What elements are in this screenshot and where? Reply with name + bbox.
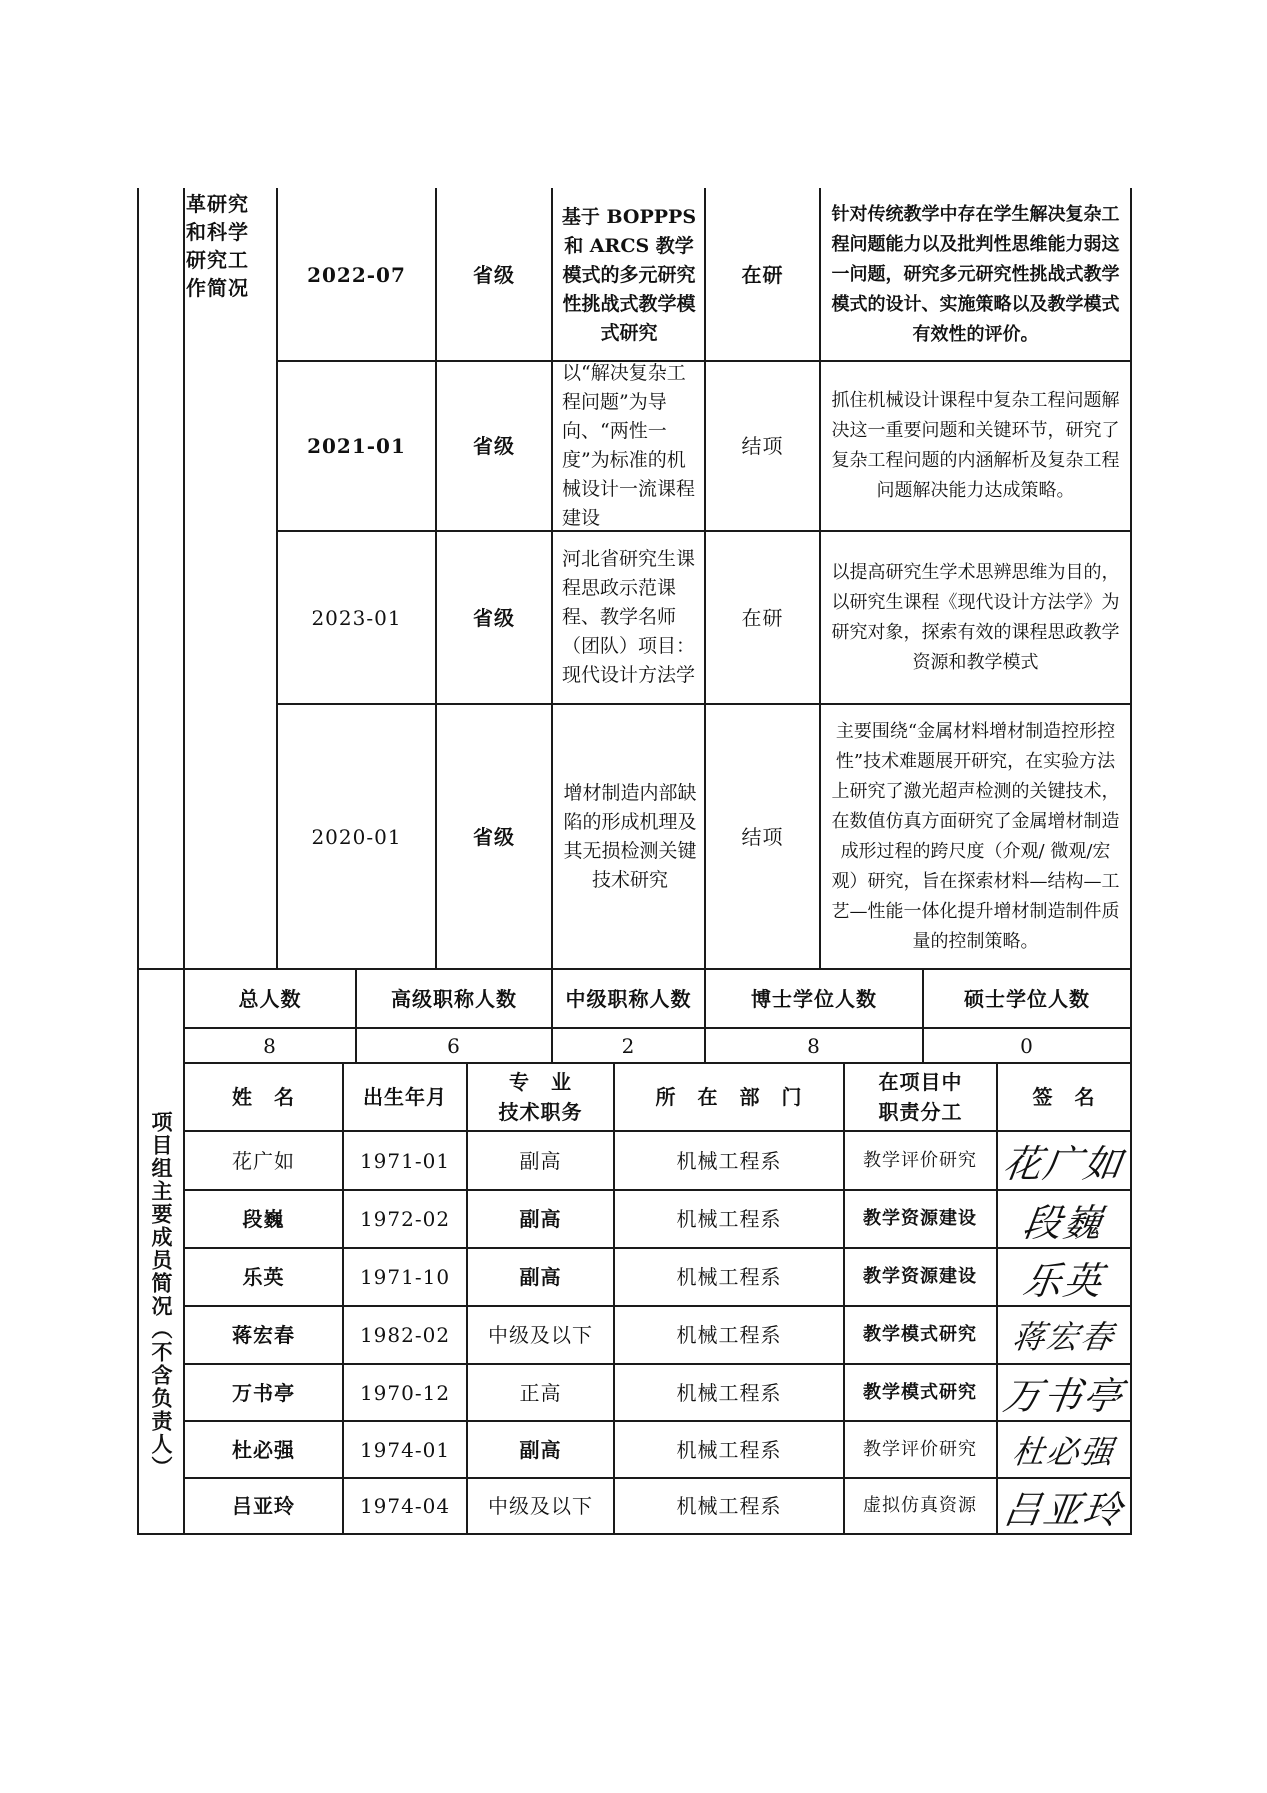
member-title: 正高	[519, 1380, 562, 1405]
member-name: 花广如	[232, 1148, 295, 1173]
member-signature: 吕亚玲	[1000, 1487, 1127, 1532]
member-title: 副高	[519, 1207, 562, 1231]
member-header: 签 名	[1032, 1085, 1096, 1109]
border-line	[819, 188, 821, 970]
summary-value: 8	[807, 1033, 821, 1058]
member-signature: 花广如	[1000, 1142, 1127, 1186]
project-level: 省级	[473, 824, 515, 849]
summary-header: 博士学位人数	[751, 986, 877, 1011]
research-section-label: 革研究和科学研究工作简况	[186, 192, 249, 300]
project-status: 在研	[741, 605, 784, 630]
member-name: 杜必强	[232, 1437, 295, 1462]
summary-value: 8	[263, 1033, 277, 1058]
member-header: 姓 名	[232, 1085, 295, 1109]
project-level: 省级	[473, 263, 515, 287]
project-title: 基于 BOPPPS 和 ARCS 教学模式的多元研究性挑战式教学模式研究	[561, 205, 697, 344]
member-title: 中级及以下	[488, 1494, 593, 1518]
border-line	[183, 188, 185, 970]
summary-value: 6	[447, 1033, 461, 1058]
project-date: 2022-07	[307, 263, 406, 287]
member-duty: 教学资源建设	[863, 1266, 977, 1287]
project-description: 以提高研究生学术思辨思维为目的，以研究生课程《现代设计方法学》为研究对象，探索有效的课程思政教学资源和教学模式	[831, 561, 1120, 673]
project-title: 以“解决复杂工程问题”为导向、“两性一度”为标准的机械设计一流课程建设	[562, 362, 696, 529]
member-name: 蒋宏春	[232, 1323, 295, 1347]
member-dept: 机械工程系	[676, 1265, 782, 1289]
project-description: 针对传统教学中存在学生解决复杂工程问题能力以及批判性思维能力弱这一问题，研究多元研究性挑战式教学模式的设计、实施策略以及教学模式有效性的评价。	[831, 204, 1120, 345]
member-duty: 虚拟仿真资源	[863, 1495, 977, 1516]
border-line	[843, 1062, 845, 1534]
project-title: 增材制造内部缺陷的形成机理及其无损检测关键技术研究	[563, 781, 697, 891]
project-description: 抓住机械设计课程中复杂工程问题解决这一重要问题和关键环节，研究了复杂工程问题的内涵解析及复杂工程问题解决能力达成策略。	[831, 390, 1120, 501]
member-header: 专 业 技术职务	[498, 1070, 583, 1124]
member-dept: 机械工程系	[676, 1323, 782, 1347]
summary-value: 0	[1020, 1033, 1034, 1058]
member-signature: 蒋宏春	[1010, 1318, 1118, 1356]
summary-header: 总人数	[238, 986, 302, 1011]
project-title: 河北省研究生课程思政示范课程、教学名师（团队）项目：现代设计方法学	[562, 548, 696, 686]
member-birth: 1970-12	[359, 1380, 451, 1405]
member-title: 副高	[519, 1148, 562, 1173]
member-birth: 1971-01	[359, 1148, 451, 1173]
summary-value: 2	[621, 1033, 636, 1058]
project-status: 结项	[741, 824, 784, 849]
project-level: 省级	[473, 434, 515, 458]
member-name: 段巍	[242, 1207, 285, 1231]
summary-header: 中级职称人数	[565, 986, 692, 1011]
member-title: 副高	[519, 1265, 562, 1289]
member-dept: 机械工程系	[676, 1380, 782, 1405]
member-name: 乐英	[242, 1265, 285, 1289]
project-level: 省级	[473, 605, 515, 630]
member-birth: 1972-02	[359, 1207, 451, 1231]
member-name: 万书亭	[232, 1380, 295, 1405]
member-birth: 1974-04	[359, 1494, 451, 1518]
summary-header: 高级职称人数	[391, 986, 517, 1011]
member-dept: 机械工程系	[676, 1148, 782, 1173]
member-birth: 1971-10	[359, 1265, 451, 1289]
project-description: 主要围绕“金属材料增材制造控形控性”技术难题展开研究，在实验方法上研究了激光超声检测的关键技术，在数值仿真方面研究了金属增材制造成形过程的跨尺度（介观/ 微观/宏观）研究，旨在探索材料—结构—工艺—性能一体化提升增材制造制件质量的控制策略。	[831, 720, 1120, 952]
border-line	[137, 188, 139, 1534]
member-duty: 教学资源建设	[863, 1208, 977, 1229]
member-signature: 杜必强	[1010, 1432, 1118, 1471]
member-duty: 教学评价研究	[863, 1438, 977, 1460]
member-title: 副高	[519, 1437, 562, 1462]
member-duty: 教学评价研究	[863, 1149, 977, 1171]
project-date: 2023-01	[311, 605, 402, 630]
member-duty: 教学模式研究	[863, 1381, 977, 1403]
members-section-label: 项目组主要成员简况（不含负责人）	[149, 1111, 174, 1479]
project-date: 2021-01	[307, 434, 406, 458]
member-header: 出生年月	[363, 1085, 447, 1109]
border-line	[137, 1533, 1132, 1535]
member-duty: 教学模式研究	[863, 1324, 977, 1345]
project-status: 结项	[741, 434, 784, 458]
member-header: 在项目中 职责分工	[878, 1070, 963, 1124]
member-dept: 机械工程系	[676, 1207, 782, 1231]
member-signature: 乐英	[1020, 1258, 1107, 1303]
project-date: 2020-01	[311, 824, 402, 849]
member-dept: 机械工程系	[676, 1494, 782, 1518]
project-status: 在研	[741, 263, 784, 287]
border-line	[551, 188, 553, 970]
member-signature: 段巍	[1020, 1200, 1107, 1245]
member-title: 中级及以下	[488, 1323, 593, 1347]
member-name: 吕亚玲	[232, 1494, 295, 1518]
member-header: 所 在 部 门	[655, 1085, 803, 1109]
member-signature: 万书亭	[1000, 1374, 1127, 1418]
member-birth: 1982-02	[359, 1323, 451, 1347]
member-birth: 1974-01	[359, 1437, 451, 1462]
member-dept: 机械工程系	[676, 1437, 782, 1462]
summary-header: 硕士学位人数	[964, 986, 1090, 1011]
